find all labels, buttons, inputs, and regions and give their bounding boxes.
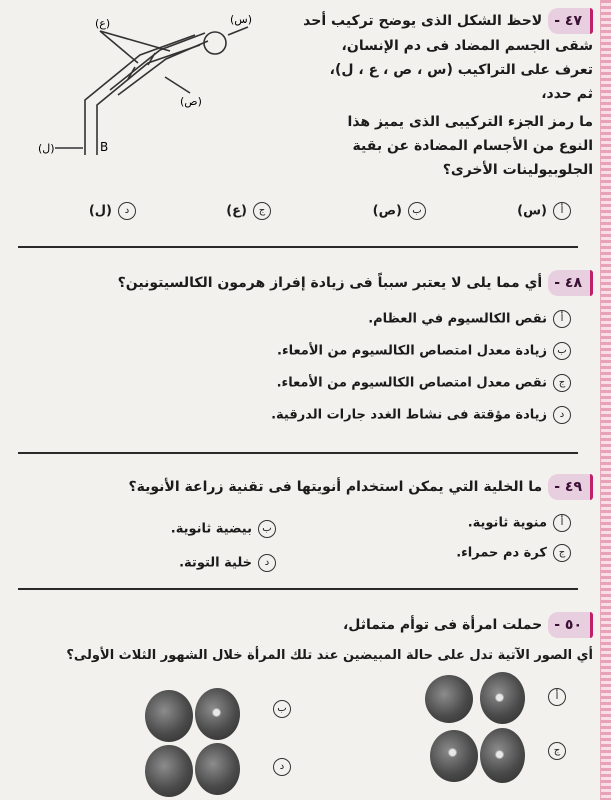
stem-text: حملت امرأة فى توأم متماثل، bbox=[342, 617, 543, 633]
stem-text: أي مما يلى لا يعتبر سبباً فى زيادة إفراز هرمون الكالسيتونين؟ bbox=[117, 275, 543, 291]
option-letter: ج bbox=[553, 374, 571, 392]
option-text: (س) bbox=[517, 203, 547, 219]
option-letter: أ bbox=[553, 310, 571, 328]
question-number: ٤٩ - bbox=[548, 474, 593, 500]
option-c[interactable] bbox=[226, 202, 271, 220]
option-d[interactable] bbox=[89, 202, 136, 220]
option-text: نقص الكالسيوم في العظام. bbox=[368, 311, 547, 327]
option-a[interactable] bbox=[517, 202, 571, 220]
option-letter: ب bbox=[553, 342, 571, 360]
option-a[interactable] bbox=[368, 310, 571, 328]
divider bbox=[18, 452, 578, 454]
option-letter: د bbox=[118, 202, 136, 220]
option-text: (ل) bbox=[88, 203, 112, 219]
option-c[interactable] bbox=[277, 374, 571, 392]
option-c[interactable] bbox=[456, 544, 571, 562]
option-letter: ج bbox=[553, 544, 571, 562]
question-number: ٥٠ - bbox=[548, 612, 593, 638]
option-text: زيادة مؤقتة فى نشاط الغدد جارات الدرقية. bbox=[271, 407, 547, 423]
label-a: (ع) bbox=[95, 17, 111, 30]
option-letter: ب bbox=[258, 520, 276, 538]
question-49 bbox=[33, 474, 593, 500]
option-letter: د bbox=[553, 406, 571, 424]
option-text: (ص) bbox=[372, 203, 402, 219]
label-p: (ص) bbox=[180, 95, 202, 108]
question-line: الجلوبيولينات الأخرى؟ bbox=[442, 162, 593, 178]
option-letter: ج bbox=[253, 202, 271, 220]
antibody-diagram bbox=[30, 5, 260, 190]
option-letter: د bbox=[273, 758, 291, 776]
option-letter: ب bbox=[273, 700, 291, 718]
stem-line: لاحظ الشكل الذى يوضح تركيب أحد bbox=[303, 13, 543, 29]
question-number: ٤٧ - bbox=[548, 8, 593, 34]
question-number: ٤٨ - bbox=[548, 270, 593, 296]
question-line: ما رمز الجزء التركيبى الذى يميز هذا bbox=[347, 114, 593, 130]
divider bbox=[18, 588, 578, 590]
option-b[interactable] bbox=[171, 520, 276, 538]
option-d[interactable] bbox=[267, 758, 291, 776]
option-d[interactable] bbox=[179, 554, 276, 572]
option-letter: د bbox=[258, 554, 276, 572]
follicle-dot bbox=[495, 693, 504, 702]
question-line: النوع من الأجسام المضادة عن بقية bbox=[352, 138, 593, 154]
option-a[interactable] bbox=[468, 514, 571, 532]
stem-line: تعرف على التراكيب (س ، ص ، ع ، ل)، bbox=[329, 62, 593, 78]
label-l: (ل) bbox=[38, 142, 55, 155]
option-text: كرة دم حمراء. bbox=[456, 545, 547, 561]
option-d[interactable] bbox=[271, 406, 571, 424]
question-48 bbox=[33, 270, 593, 296]
option-text: منوية ثانوية. bbox=[467, 515, 547, 531]
option-text: (ع) bbox=[226, 203, 247, 219]
label-s: (س) bbox=[230, 13, 253, 26]
stem-line: شقى الجسم المضاد فى دم الإنسان، bbox=[341, 38, 593, 54]
option-letter: ب bbox=[408, 202, 426, 220]
option-c[interactable] bbox=[542, 742, 566, 760]
follicle-dot bbox=[495, 750, 504, 759]
option-a[interactable] bbox=[542, 688, 566, 706]
ovary-image bbox=[425, 675, 473, 723]
option-b[interactable] bbox=[373, 202, 426, 220]
option-text: زيادة معدل امتصاص الكالسيوم من الأمعاء. bbox=[277, 343, 547, 359]
ovary-image bbox=[145, 690, 193, 742]
option-text: نقص معدل امتصاص الكالسيوم من الأمعاء. bbox=[276, 375, 547, 391]
option-b[interactable] bbox=[267, 700, 291, 718]
label-b: B bbox=[100, 140, 109, 154]
option-letter: أ bbox=[553, 202, 571, 220]
follicle-dot bbox=[448, 748, 457, 757]
option-letter: ج bbox=[548, 742, 566, 760]
option-b[interactable] bbox=[277, 342, 571, 360]
follicle-dot bbox=[212, 708, 221, 717]
ovary-image bbox=[195, 743, 240, 795]
notebook-spiral-edge bbox=[600, 0, 611, 800]
question-47 bbox=[263, 8, 593, 182]
ovary-image bbox=[145, 745, 193, 797]
stem-text: ما الخلية التي يمكن استخدام أنويتها فى تقنية زراعة الأنوية؟ bbox=[128, 479, 543, 495]
stem-line: ثم حدد، bbox=[541, 86, 593, 102]
option-text: خلية التوتة. bbox=[179, 555, 252, 571]
divider bbox=[18, 246, 578, 248]
stem-text: أي الصور الآتية تدل على حالة المبيضين عند تلك المرأة خلال الشهور الثلاث الأولى؟ bbox=[66, 648, 593, 663]
question-50 bbox=[33, 612, 593, 668]
option-letter: أ bbox=[553, 514, 571, 532]
option-letter: أ bbox=[548, 688, 566, 706]
option-text: بيضية ثانوية. bbox=[170, 521, 252, 537]
